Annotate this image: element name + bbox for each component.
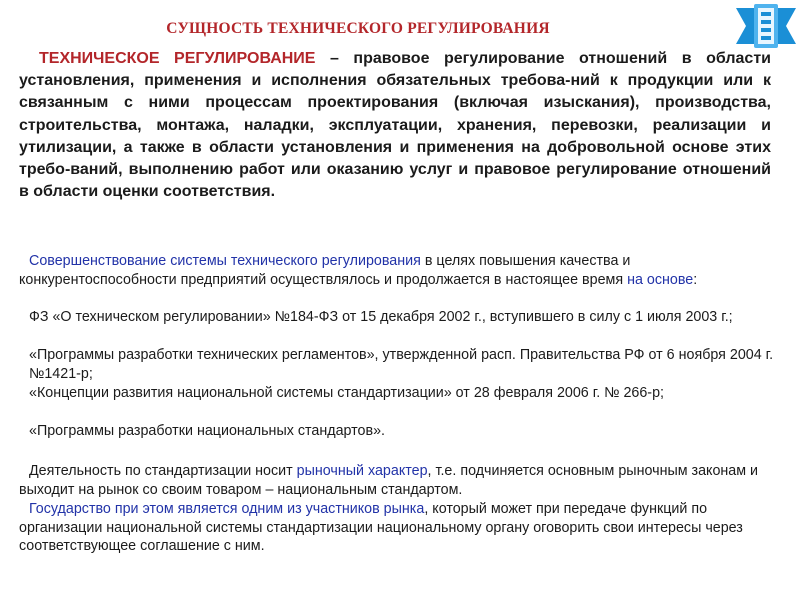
improvement-paragraph: [19, 252, 779, 289]
improvement-basis: на основе: [627, 271, 694, 288]
market-paragraph: [19, 462, 764, 499]
state-lead: Государство при этом является одним из участников рынка: [29, 501, 425, 517]
state-paragraph: [19, 500, 781, 556]
definition-paragraph: [19, 48, 771, 203]
document-item-1: ФЗ «О техническом регулировании» №184-ФЗ от 15 декабря 2002 г., вступившего в силу с 1 июля 2003 г.;: [29, 309, 733, 325]
document-item-2: «Программы разработки технических регламентов», утвержденной расп. Правительства РФ от 6 ноября 2004 г. №1421-р;: [29, 347, 774, 382]
improvement-colon: :: [693, 271, 698, 288]
state-post: , который может при передаче функций по организации национальной системы стандартизации национальному органу оговорить свои интересы через соответствующее соглашение с ним.: [19, 501, 743, 555]
improvement-text: в целях повышения качества и конкурентоспособности предприятий осуществлялось и продолжается в настоящее время: [19, 253, 631, 288]
document-item-3: «Концепции развития национальной системы стандартизации» от 28 февраля 2006 г. № 266-р;: [29, 385, 664, 401]
definition-term: ТЕХНИЧЕСКОЕ РЕГУЛИРОВАНИЕ: [39, 50, 316, 67]
market-post: , т.е. подчиняется основным рыночным законам и выходит на рынок со своим товаром – национальным стандартом.: [19, 463, 759, 498]
definition-text: – правовое регулирование отношений в области установления, применения и исполнения обязательных требова-ний к продукции или к связанным с ними процессам проектирования (включая изыскания), производства, строительства, монтажа, наладки, эксплуатации, хранения, перевозки, реализации и утилизации, а также в области установления и применения на добровольной основе этих требо-ваний, выполнению работ или оказанию услуг и правовое регулирование отношений в области оценки соответствия.: [19, 50, 771, 201]
document-item-4: «Программы разработки национальных стандартов».: [29, 423, 386, 439]
market-pre: Деятельность по стандартизации носит: [29, 463, 297, 479]
improvement-lead: Совершенствование системы технического регулирования: [29, 253, 421, 269]
ribbon-badge-icon: [736, 2, 796, 50]
slide-title: СУЩНОСТЬ ТЕХНИЧЕСКОГО РЕГУЛИРОВАНИЯ: [166, 20, 550, 37]
market-highlight: рыночный характер: [296, 463, 428, 479]
